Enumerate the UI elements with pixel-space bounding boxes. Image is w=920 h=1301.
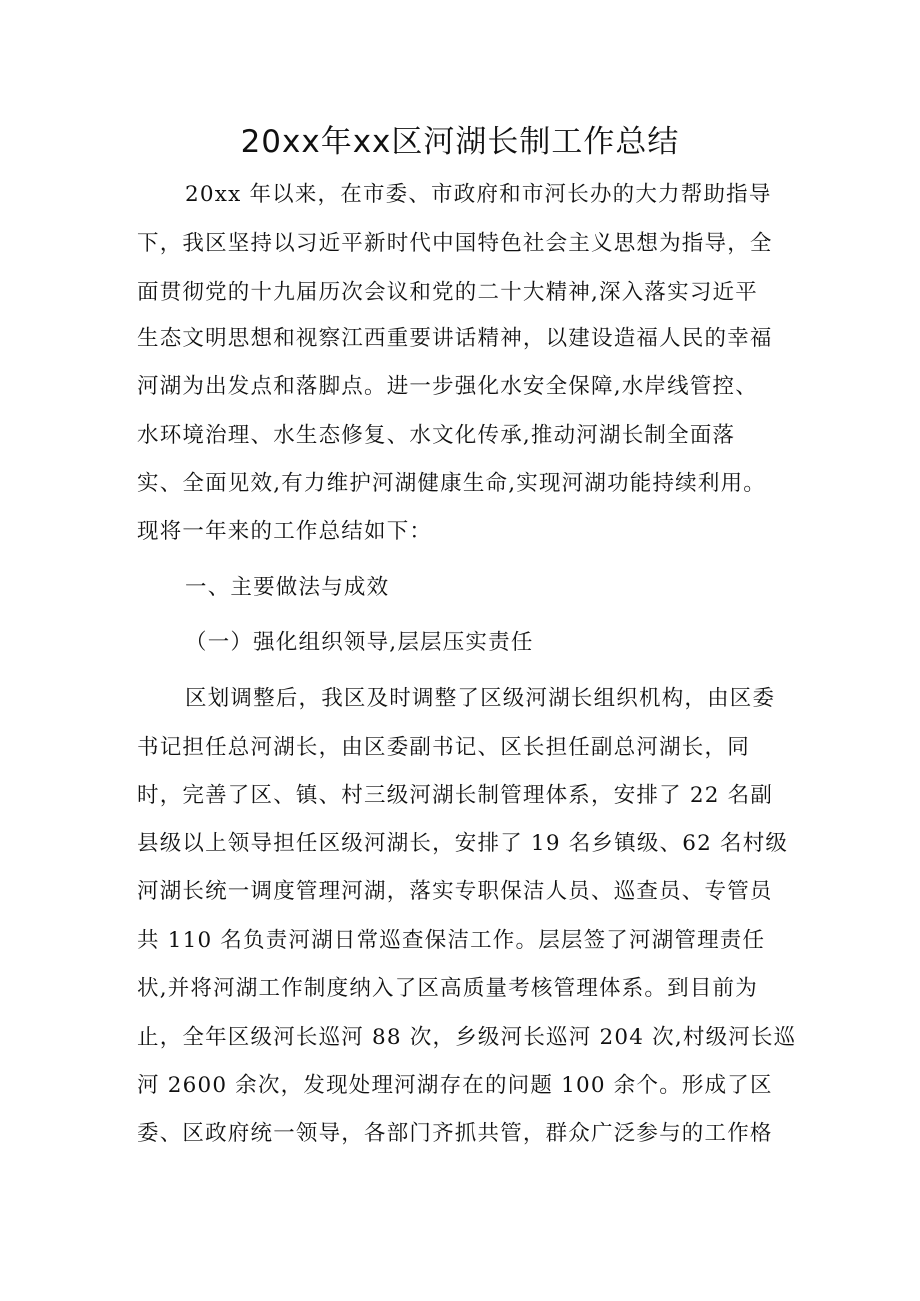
body-line: 时，完善了区、镇、村三级河湖长制管理体系，安排了 22 名副 bbox=[137, 783, 774, 808]
body-line: 共 110 名负责河湖日常巡查保洁工作。层层签了河湖管理责任 bbox=[137, 928, 766, 953]
intro-line: 河湖为出发点和落脚点。进一步强化水安全保障,水岸线管控、 bbox=[137, 374, 758, 399]
intro-line: 生态文明思想和视察江西重要讲话精神，以建设造福人民的幸福 bbox=[137, 326, 773, 351]
body-line: 止，全年区级河长巡河 88 次，乡级河长巡河 204 次,村级河长巡 bbox=[137, 1025, 797, 1050]
body-line: 状,并将河湖工作制度纳入了区高质量考核管理体系。到目前为 bbox=[137, 976, 758, 1001]
document-title: 20xx年xx区河湖长制工作总结 bbox=[240, 124, 680, 160]
intro-line: 面贯彻党的十九届历次会议和党的二十大精神,深入落实习近平 bbox=[137, 280, 758, 305]
body-line: 县级以上领导担任区级河湖长，安排了 19 名乡镇级、62 名村级 bbox=[137, 831, 789, 856]
intro-line: 水环境治理、水生态修复、水文化传承,推动河湖长制全面落 bbox=[137, 423, 736, 448]
body-line: 区划调整后，我区及时调整了区级河湖长组织机构，由区委 bbox=[185, 686, 776, 711]
intro-line: 实、全面见效,有力维护河湖健康生命,实现河湖功能持续利用。 bbox=[137, 471, 766, 496]
body-line: 河湖长统一调度管理河湖，落实专职保洁人员、巡查员、专管员 bbox=[137, 879, 773, 904]
section-heading: 一、主要做法与成效 bbox=[185, 575, 390, 600]
body-line: 书记担任总河湖长，由区委副书记、区长担任副总河湖长，同 bbox=[137, 735, 750, 760]
intro-line: 20xx 年以来，在市委、市政府和市河长办的大力帮助指导 bbox=[185, 182, 772, 207]
body-line: 河 2600 余次，发现处理河湖存在的问题 100 余个。形成了区 bbox=[137, 1073, 773, 1098]
intro-line: 下，我区坚持以习近平新时代中国特色社会主义思想为指导，全 bbox=[137, 231, 773, 256]
subsection-heading: （一）强化组织领导,层层压实责任 bbox=[185, 630, 534, 655]
body-line: 委、区政府统一领导，各部门齐抓共管，群众广泛参与的工作格 bbox=[137, 1121, 773, 1146]
intro-line: 现将一年来的工作总结如下： bbox=[137, 519, 433, 544]
